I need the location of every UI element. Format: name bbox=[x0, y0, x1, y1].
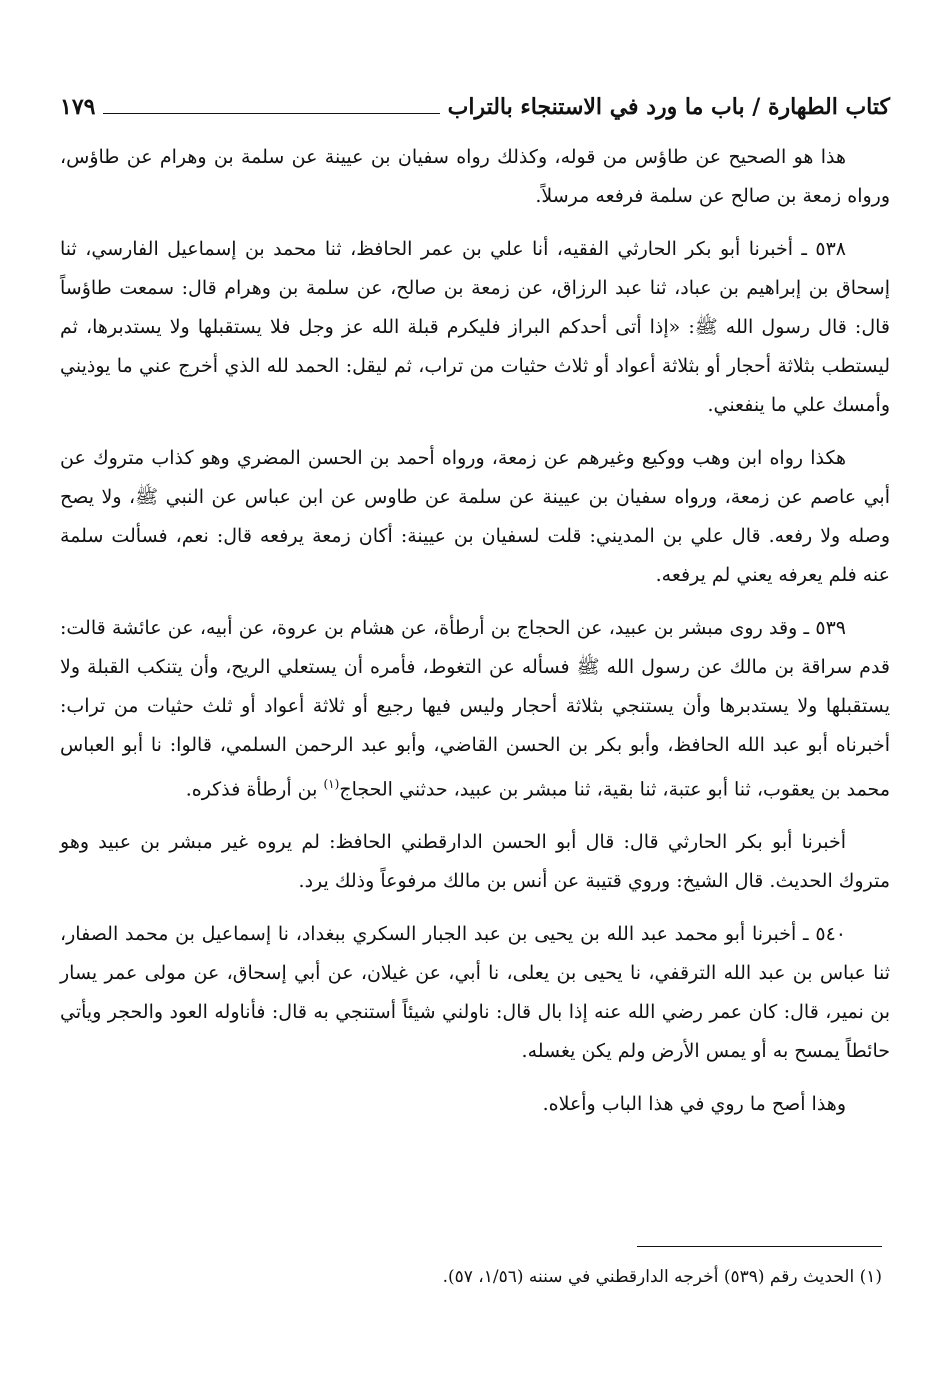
hadith-539-tail: بن أرطأة فذكره. bbox=[185, 778, 324, 801]
page-number: ١٧٩ bbox=[60, 94, 96, 120]
footnote-rule bbox=[637, 1246, 882, 1247]
hadith-539 bbox=[60, 609, 890, 809]
page-body bbox=[60, 138, 890, 1124]
footnote-ref[interactable]: (١) bbox=[323, 777, 340, 791]
paragraph-7: وهذا أصح ما روي في هذا الباب وأعلاه. bbox=[542, 1093, 846, 1116]
footnote: (١) الحديث رقم (٥٣٩) أخرجه الدارقطني في سننه (١/٥٦، ٥٧). bbox=[442, 1267, 882, 1287]
hadith-538: ٥٣٨ ـ أخبرنا أبو بكر الحارثي الفقيه، أنا علي بن عمر الحافظ، ثنا محمد بن إسماعيل الفارسي، ثنا إسحاق بن إبراهيم بن عباد، ثنا عبد الرزاق، عن زمعة بن صالح، عن سلمة بن وهرام قال: سمعت طاؤساً قال: قال رسول الله ﷺ: «إذا أتى أحدكم البراز فليكرم قبلة الله عز وجل فلا يستقبلها ولا يستدبرها، ثم ليستطب بثلاثة أحجار أو بثلاثة أعواد أو ثلاث حثيات من تراب، ثم ليقل: الحمد لله الذي أخرج عني ما يوذيني وأمسك علي ما ينفعني. bbox=[60, 238, 890, 416]
header-rule bbox=[103, 113, 439, 114]
hadith-540: ٥٤٠ ـ أخبرنا أبو محمد عبد الله بن يحيى بن عبد الجبار السكري ببغداد، نا إسماعيل بن محمد الصفار، ثنا عباس بن عبد الله الترقفي، نا يحيى بن يعلى، نا أبي، عن غيلان، عن أبي إسحاق، عن مولى عمر يسار بن نمير، قال: كان عمر رضي الله عنه إذا بال قال: ناولني شيئاً أستنجي به قال: فأناوله العود والحجر ويأتي حائطاً يمسح به أو يمس الأرض ولم يكن يغسله. bbox=[60, 923, 890, 1063]
paragraph-1: هذا هو الصحيح عن طاؤس من قوله، وكذلك رواه سفيان بن عيينة عن سلمة بن وهرام عن طاؤس، ورواه زمعة بن صالح عن سلمة فرفعه مرسلاً. bbox=[60, 146, 890, 207]
hadith-539-text: ٥٣٩ ـ وقد روى مبشر بن عبيد، عن الحجاج بن أرطأة، عن هشام بن عروة، عن أبيه، عن عائشة قالت: قدم سراقة بن مالك عن رسول الله ﷺ فسأله عن التغوط، فأمره أن يستعلي الريح، وأن يتنكب القبلة ولا يستقبلها ولا يستدبرها وأن يستنجي بثلاثة أحجار وليس فيها رجيع أو ثلاثة أعواد أو ثلث حثيات من تراب: أخبرناه أبو عبد الله الحافظ، وأبو بكر بن الحسن القاضي، وأبو عبد الرحمن السلمي، قالوا: نا أبو العباس محمد بن يعقوب، ثنا أبو عتبة، ثنا بقية، ثنا مبشر بن عبيد، حدثني الحجاج bbox=[60, 617, 890, 801]
running-header bbox=[60, 82, 890, 118]
paragraph-5: أخبرنا أبو بكر الحارثي قال: قال أبو الحسن الدارقطني الحافظ: لم يروه غير مبشر بن عبيد وهو متروك الحديث. قال الشيخ: وروي قتيبة عن أنس بن مالك مرفوعاً وذلك يرد. bbox=[60, 831, 890, 893]
chapter-title: كتاب الطهارة / باب ما ورد في الاستنجاء بالتراب bbox=[447, 94, 890, 120]
paragraph-3: هكذا رواه ابن وهب ووكيع وغيرهم عن زمعة، ورواه أحمد بن الحسن المضري وهو كذاب متروك عن أبي عاصم عن زمعة، ورواه سفيان بن عيينة عن سلمة عن طاوس عن ابن عباس عن النبي ﷺ، ولا يصح وصله ولا رفعه. قال علي بن المديني: قلت لسفيان بن عيينة: أكان زمعة يرفعه قال: نعم، فسألت سلمة عنه فلم يعرفه يعني لم يرفعه. bbox=[60, 447, 890, 586]
